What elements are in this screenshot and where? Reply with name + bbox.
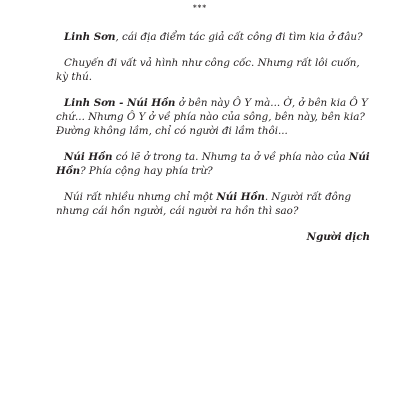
text-body: [56, 30, 370, 244]
paragraph-text: ở bên này Ô Y mà... Ờ, ở bên kia Ô Y chứ... Nhưng Ô Y ở về phía nào của sông, bên này, bên kia? Đường không lầm, chỉ có người đi lầm thôi...: [56, 97, 368, 137]
section-separator: ***: [193, 3, 207, 12]
paragraph: [56, 30, 370, 44]
paragraph: [56, 56, 370, 84]
emphasized-term: Linh Sơn - Núi Hồn: [64, 97, 176, 109]
emphasized-term: Núi Hồn: [216, 191, 265, 203]
paragraph-text: có lẽ ở trong ta. Nhưng ta ở về phía nào của: [112, 151, 349, 163]
paragraph-text: Núi rất nhiều nhưng chỉ một: [64, 191, 217, 203]
emphasized-term: Linh Sơn: [64, 31, 116, 43]
paragraph-text: Chuyến đi vất vả hình như công cốc. Nhưng rất lôi cuốn, kỳ thú.: [56, 57, 360, 83]
paragraph: [56, 96, 370, 138]
paragraph: [56, 190, 370, 218]
paragraph-list: [56, 30, 370, 218]
emphasized-term: Núi Hồn: [64, 151, 113, 163]
translator-signature: Người dịch: [306, 231, 370, 243]
paragraph-text: ? Phía cộng hay phía trừ?: [80, 165, 213, 177]
paragraph-text: . Người rất đông nhưng cái hồn người, cái người ra hồn thì sao?: [56, 191, 352, 217]
emphasized-term: Núi Hồn: [56, 151, 370, 177]
paragraph: [56, 150, 370, 178]
paragraph-text: , cái địa điểm tác giả cất công đi tìm kia ở đâu?: [115, 31, 363, 43]
